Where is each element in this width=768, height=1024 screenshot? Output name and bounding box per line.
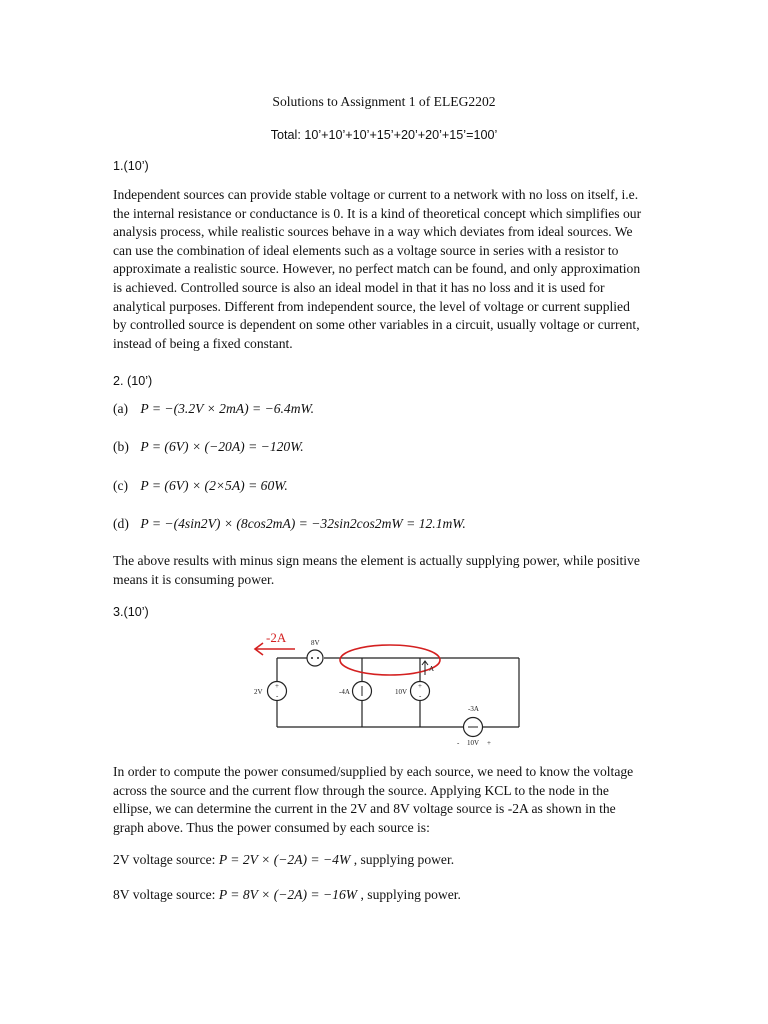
eq-text: P = −(4sin2V) × (8cos2mA) = −32sin2cos2mW = 12.1mW.	[140, 516, 466, 531]
source-8v	[307, 650, 323, 666]
label-plus-sign: +	[487, 739, 491, 747]
label-minus-3a: -3A	[468, 705, 479, 713]
source-10v-bottom	[464, 718, 483, 737]
source-2v	[268, 682, 287, 701]
q1-line: approximate a realistic source. However, no perfect match can be found, and only approximation	[113, 261, 641, 277]
q1-line: is achieved. Controlled source is also an ideal model in that it has no loss and it is used for	[113, 279, 605, 295]
power-2v-equation: P = 2V × (−2A) = −4W	[218, 852, 351, 867]
label-10v: 10V	[395, 688, 408, 696]
q1-line: analysis process, while realistic sources behave in a way which deviates from ideal sources. We	[113, 224, 633, 240]
q1-line: can use the combination of ideal elements such as a voltage source in series with a resistor to	[113, 242, 619, 258]
power-8v-label: 8V voltage source:	[113, 887, 216, 902]
q3-line: In order to compute the power consumed/supplied by each source, we need to know the voltage	[113, 764, 634, 779]
eq-label: (a)	[113, 401, 129, 416]
power-8v-equation: P = 8V × (−2A) = −16W	[218, 887, 358, 902]
eq-text: P = (6V) × (−20A) = −120W.	[140, 439, 304, 454]
total-score: Total: 10’+10’+10’+15’+20’+20’+15’=100’	[270, 128, 498, 142]
q2-note-line: The above results with minus sign means the element is actually supplying power, while positive	[113, 553, 640, 568]
svg-text:-: -	[276, 692, 279, 700]
label-small-a: A	[429, 665, 435, 673]
q1-line: the internal resistance or conductance is 0. It is a kind of theoretical concept which simplifies our	[113, 205, 642, 221]
svg-text:+: +	[418, 682, 422, 690]
q3-paragraph	[113, 763, 655, 837]
arrow-label: -2A	[266, 630, 287, 645]
power-2v-line	[113, 851, 655, 870]
power-8v-tail: , supplying power.	[360, 887, 461, 902]
eq-text: P = −(3.2V × 2mA) = −6.4mW.	[140, 401, 315, 416]
svg-text:-: -	[419, 692, 422, 700]
eq-text: P = (6V) × (2×5A) = 60W.	[140, 478, 288, 493]
page-title: Solutions to Assignment 1 of ELEG2202	[272, 94, 496, 109]
q1-line: by controlled source is dependent on some other variables in a circuit, usually voltage or current,	[113, 317, 640, 333]
q3-heading: 3.(10’)	[113, 605, 149, 619]
q3-line: across the source and the current flow through the source. Applying KCL to the node in the	[113, 782, 609, 798]
label-10v-bottom: 10V	[467, 739, 480, 747]
power-2v-label: 2V voltage source:	[113, 852, 216, 867]
power-2v-tail: , supplying power.	[353, 852, 455, 867]
label-minus-4a: -4A	[339, 688, 350, 696]
source-minus-4a	[353, 682, 372, 701]
q3-line: graph above. Thus the power consumed by each source is:	[113, 819, 430, 835]
svg-text:+: +	[275, 682, 279, 690]
q2-note-line: means it is consuming power.	[113, 571, 275, 587]
q1-line: instead of being a fixed constant.	[113, 335, 293, 351]
q1-heading: 1.(10’)	[113, 159, 149, 173]
eq-label: (b)	[113, 439, 129, 454]
label-minus-sign: -	[457, 739, 460, 747]
source-10v	[411, 682, 430, 701]
eq-label: (d)	[113, 516, 129, 531]
eq-label: (c)	[113, 478, 129, 493]
q1-line: analytical purposes. Different from independent source, the level of voltage or current supplied	[113, 298, 630, 314]
q3-line: ellipse, we can determine the current in the 2V and 8V voltage source is -2A as shown in the	[113, 801, 616, 817]
power-8v-line	[113, 886, 655, 905]
q2-heading: 2. (10’)	[113, 374, 153, 388]
q1-line: Independent sources can provide stable voltage or current to a network with no loss on itself, i.e.	[113, 187, 639, 202]
label-8v: 8V	[311, 639, 320, 647]
label-2v: 2V	[254, 688, 263, 696]
